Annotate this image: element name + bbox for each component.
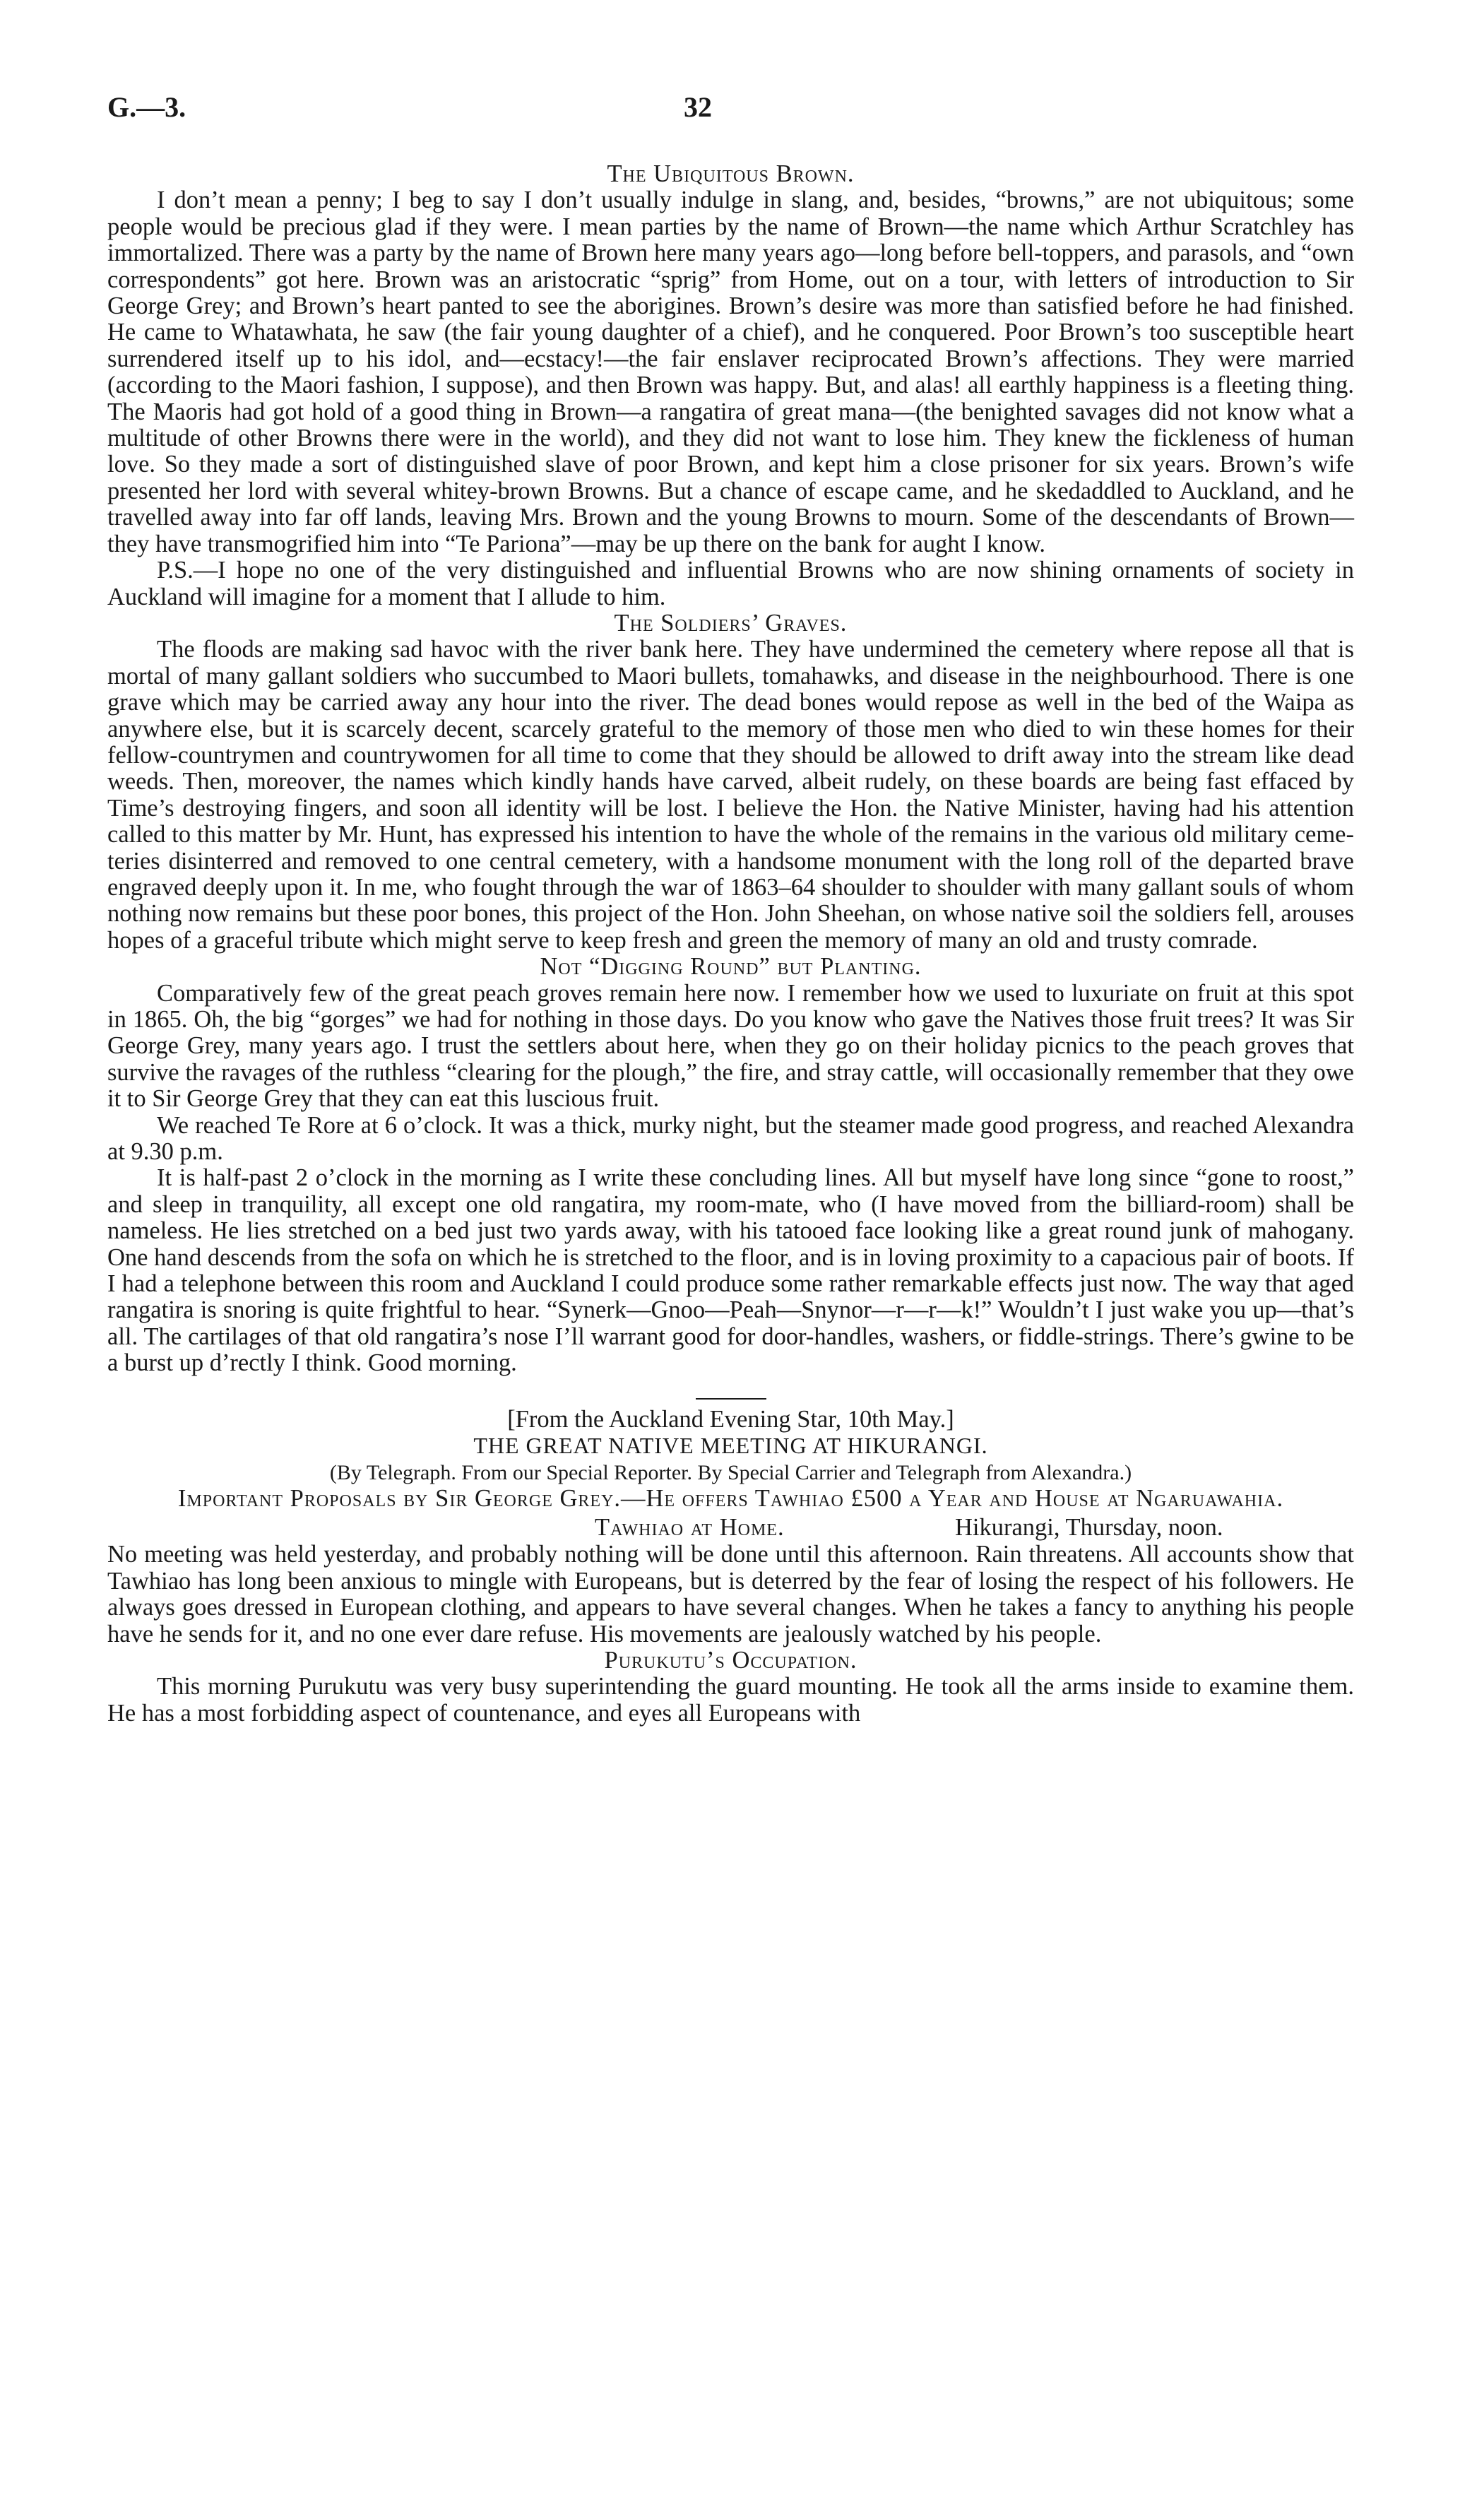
page-number: 32 [684, 91, 712, 123]
section-heading-purukutu: Purukutu’s Occupation. [604, 1646, 857, 1674]
body-paragraph: It is half-past 2 o’clock in the morning as I write these concluding lines. All but myself have long since “gone to roost,” and sleep in tranquility, all except one old rangatira, my room-mate, who (I have moved from the billiard-room) shall be nameless. He lies stretched on a bed just two yards away, with his tatooed face looking like a great round junk of mahogany. One hand descends from the sofa on which he is stretched to the floor, and is in loving proximity to a capacious pair of boots. If I had a telephone between this room and Auckland I could produce some rather remarkable effects just now. The way that aged rangatira is snoring is quite frightful to hear. “Synerk—Gnoo—Peah—Snynor—r—r—k!” Wouldn’t I just wake you up—that’s all. The cartilages of that old rangatira’s nose I’ll warrant good for door-handles, washers, or fiddle-strings. There’s gwine to be a burst up d’rectly I think. Good morning. [107, 1164, 1354, 1377]
body-paragraph: Comparatively few of the great peach groves remain here now. I remember how we used to luxuriate on fruit at this spot in 1865. Oh, the big “gorges” we had for nothing in those days. Do you know who gave the Natives those fruit trees? It was Sir George Grey, many years ago. I trust the settlers about here, when they go on their holiday picnics to the peach groves that survive the ravages of the ruthless “clearing for the plough,” the fire, and stray cattle, will occasionally remember that they owe it to Sir George Grey that they can eat this luscious fruit. [107, 979, 1354, 1113]
page-body [107, 161, 1354, 1727]
section-heading-digging-round: Not “Digging Round” but Planting. [540, 953, 922, 981]
article-title: THE GREAT NATIVE MEETING AT HIKURANGI. [473, 1433, 988, 1459]
body-paragraph: No meeting was held yesterday, and probably nothing will be done until this afternoon. Rain threatens. All accounts show that Tawhiao has long been anxious to mingle with Europeans, but is deterred by the fear of losing the respect of his followers. He always goes dressed in European clothing, and appears to have several changes. When he takes a fancy to anything his people have he sends for it, and no one ever dare refuse. His movements are jealously watched by his people. [107, 1541, 1354, 1648]
body-paragraph: We reached Te Rore at 6 o’clock. It was a thick, murky night, but the steamer made good progress, and reached Alexandra at 9.30 p.m. [107, 1111, 1354, 1166]
article-byline: (By Telegraph. From our Special Reporter. By Special Carrier and Telegraph from Alexandra.) [329, 1460, 1132, 1484]
section-heading-ubiquitous-brown: The Ubiquitous Brown. [607, 160, 855, 187]
body-paragraph: The floods are making sad havoc with the river bank here. They have undermined the cemetery where repose all that is mortal of many gallant soldiers who succumbed to Maori bullets, tomahawks, and disease in the neighbourhood. There is one grave which may be carried away any hour into the river. The dead bones would repose as well in the bed of the Waipa as anywhere else, but it is scarcely decent, scarcely grateful to the memory of those men who died to win these homes for their fellow-countrymen and countrywomen for all time to come that they should be allowed to drift away into the stream like dead weeds. Then, moreover, the names which kindly hands have carved, albeit rudely, on these boards are being fast effaced by Time’s destroying fingers, and soon all identity will be lost. I believe the Hon. the Native Minister, having had his attention called to this matter by Mr. Hunt, has expressed his intention to have the whole of the remains in the various old military cemeteries disinterred and removed to one central cemetery, with a handsome monument with the long roll of the departed brave engraved deeply upon it. In me, who fought through the war of 1863–64 shoulder to shoulder with many gallant souls of whom nothing now remains but these poor bones, this project of the Hon. John Sheehan, on whose native soil the soldiers fell, arouses hopes of a graceful tribute which might serve to keep fresh and green the memory of many an old and trusty comrade. [107, 636, 1354, 954]
body-paragraph: This morning Purukutu was very busy superintending the guard mounting. He took all the arms inside to examine them. He has a most forbidding aspect of countenance, and eyes all Europeans with [107, 1673, 1354, 1727]
article-source-line: [From the Auckland Evening Star, 10th May.] [507, 1405, 954, 1433]
subheading-row [107, 1515, 1354, 1542]
subheading-tawhiao-at-home: Tawhiao at Home. [595, 1514, 785, 1542]
section-heading-soldiers-graves: The Soldiers’ Graves. [614, 609, 848, 637]
article-subtitle: Important Proposals by Sir George Grey.—He offers Tawhiao £500 a Year and House at Ngaruawahia. [177, 1484, 1284, 1512]
article-dateline: Hikurangi, Thursday, noon. [955, 1514, 1223, 1542]
document-reference: G.—3. [107, 91, 186, 123]
body-paragraph-postscript: P.S.—I hope no one of the very distinguished and influential Browns who are now shining ornaments of society in Auckland will imagine for a moment that I allude to him. [107, 557, 1354, 610]
body-paragraph: I don’t mean a penny; I beg to say I don’t usually indulge in slang, and, besides, “browns,” are not ubiquitous; some people would be precious glad if they were. I mean parties by the name of Brown—the name which Arthur Scratchley has immortalized. There was a party by the name of Brown here many years ago—long before bell-toppers, and parasols, and “own correspondents” got here. Brown was an aristocratic “sprig” from Home, out on a tour, with letters of introduction to Sir George Grey; and Brown’s heart panted to see the aborigines. Brown’s desire was more than satisfied before he had finished. He came to Whatawhata, he saw (the fair young daughter of a chief), and he conquered. Poor Brown’s too susceptible heart surrendered itself up to his idol, and—ecstacy!—the fair enslaver reciprocated Brown’s affections. They were married (according to the Maori fashion, I suppose), and then Brown was happy. But, and alas! all earthly happiness is a fleeting thing. The Maoris had got hold of a good thing in Brown—a rangatira of great mana—(the benighted savages did not know what a multitude of other Browns there were in the world), and they did not want to lose him. They knew the fickleness of human love. So they made a sort of distinguished slave of poor Brown, and kept him a close prisoner for six years. Brown’s wife presented her lord with several whitey-brown Browns. But a chance of escape came, and he skedaddled to Auckland, and he travelled away into far off lands, leaving Mrs. Brown and the young Browns to mourn. Some of the descendants of Brown—they have transmogrified him into “Te Pariona”—may be up there on the bank for aught I know. [107, 187, 1354, 557]
section-divider [696, 1398, 766, 1400]
